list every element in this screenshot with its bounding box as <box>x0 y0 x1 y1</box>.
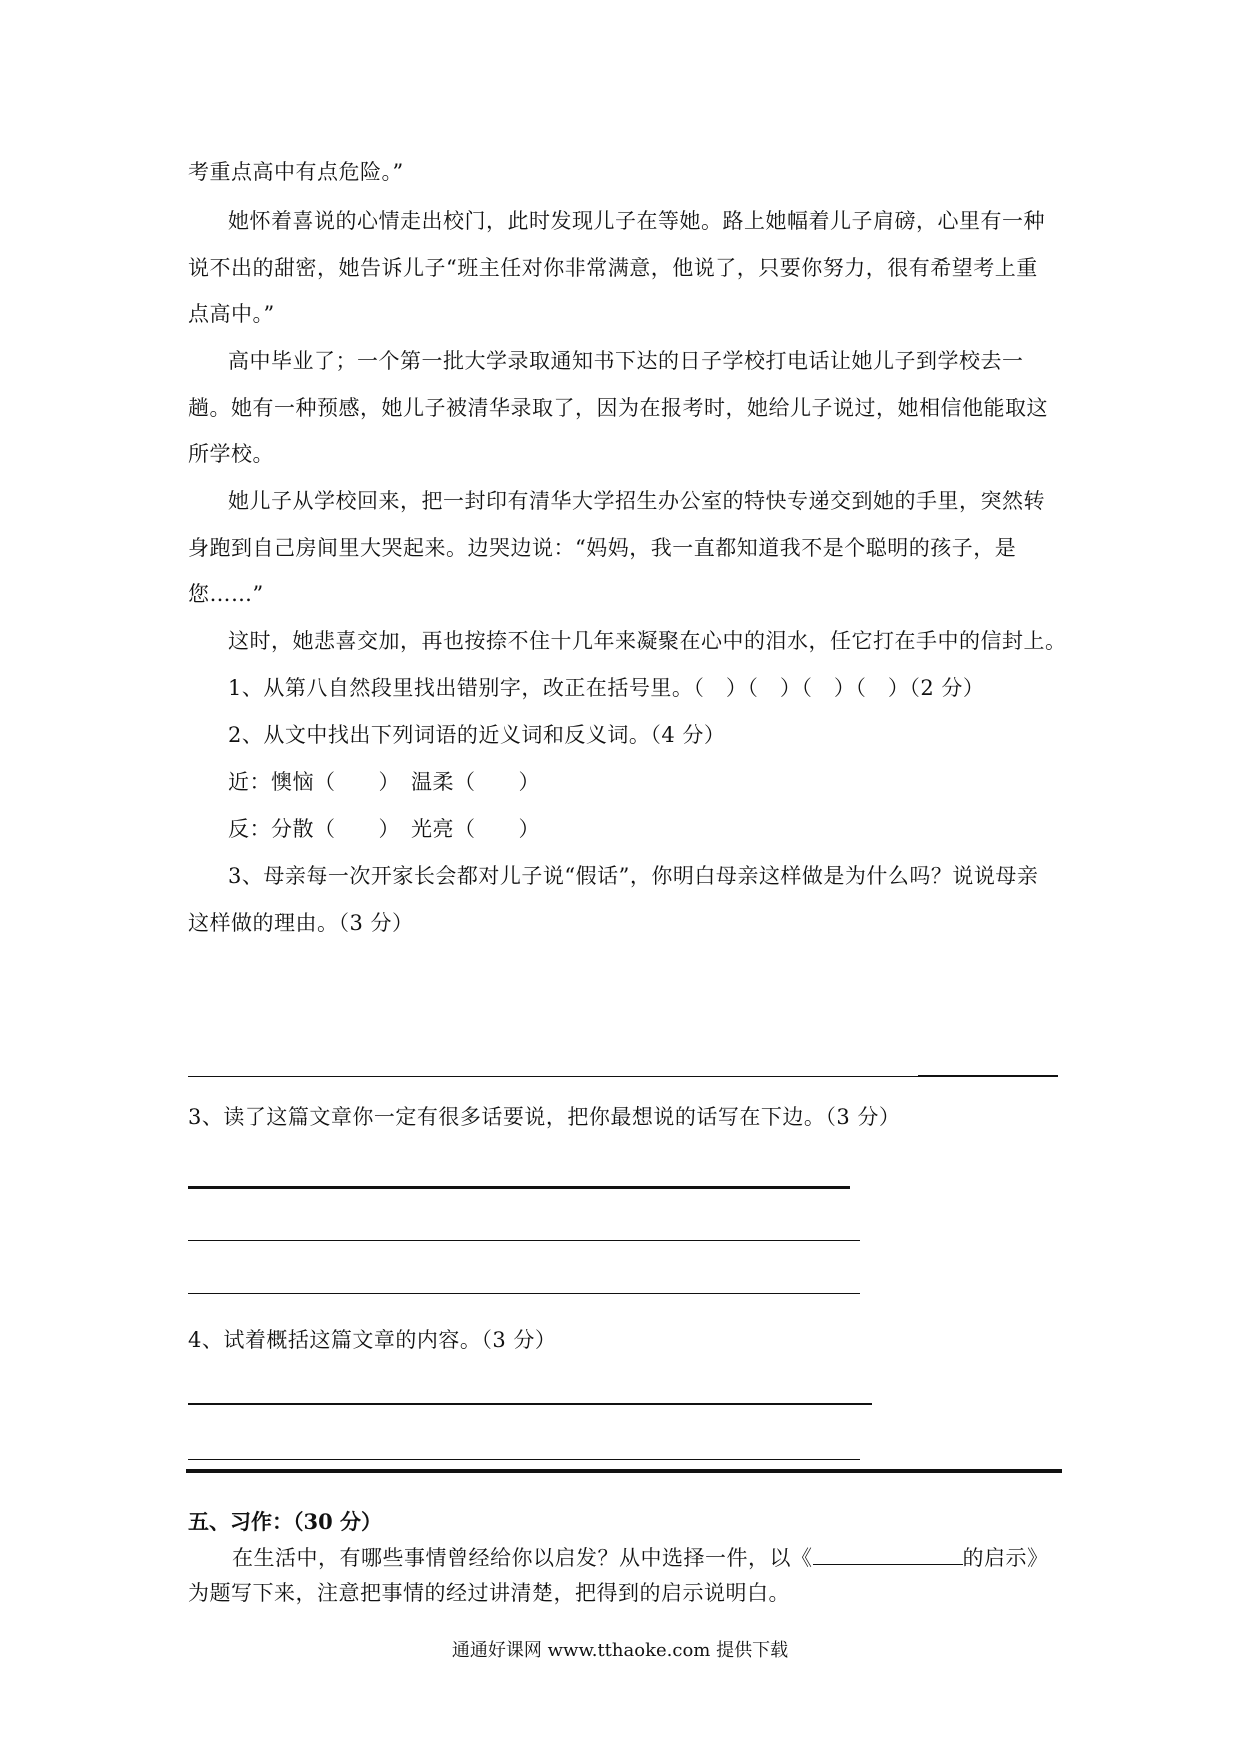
question-1: 1、从第八自然段里找出错别字，改正在括号里。（ ）（ ）（ ）（ ）（2 分） <box>228 676 985 700</box>
paragraph-10-line-1: 高中毕业了；一个第一批大学录取通知书下达的日子学校打电话让她儿子到学校去一 <box>228 349 1024 373</box>
paragraph-12: 这时，她悲喜交加，再也按捺不住十几年来凝聚在心中的泪水，任它打在手中的信封上。 <box>228 629 1067 653</box>
section-divider <box>186 1469 1062 1473</box>
question-2: 2、从文中找出下列词语的近义词和反义词。（4 分） <box>228 723 726 747</box>
answer-line-3b-3[interactable] <box>188 1293 860 1294</box>
passage-tail: 考重点高中有点危险。” <box>188 160 404 184</box>
paragraph-9-line-3: 点高中。” <box>188 302 275 326</box>
writing-prompt-start: 在生活中，有哪些事情曾经给你以启发？从中选择一件，以《 <box>232 1546 813 1570</box>
question-3a-line-1: 3、母亲每一次开家长会都对儿子说“假话”，你明白母亲这样做是为什么吗？说说母亲 <box>228 864 1039 888</box>
question-3a-line-2: 这样做的理由。（3 分） <box>188 911 414 935</box>
writing-prompt-line-1 <box>232 1542 1049 1573</box>
answer-line-4-1[interactable] <box>188 1403 872 1405</box>
paragraph-9-line-1: 她怀着喜说的心情走出校门，此时发现儿子在等她。路上她幅着儿子肩磅，心里有一种 <box>228 209 1045 233</box>
paragraph-10-line-3: 所学校。 <box>188 442 274 466</box>
title-blank[interactable] <box>813 1542 963 1565</box>
page-footer: 通通好课网 www.tthaoke.com 提供下载 <box>451 1640 789 1661</box>
answer-line-3b-2[interactable] <box>188 1240 860 1241</box>
paragraph-9-line-2: 说不出的甜密，她告诉儿子“班主任对你非常满意，他说了，只要你努力，很有希望考上重 <box>188 256 1038 280</box>
paragraph-11-line-3: 您……” <box>188 582 264 606</box>
paragraph-10-line-2: 趟。她有一种预感，她儿子被清华录取了，因为在报考时，她给儿子说过，她相信他能取这 <box>188 396 1048 420</box>
paragraph-11-line-2: 身跑到自己房间里大哭起来。边哭边说：“妈妈，我一直都知道我不是个聪明的孩子，是 <box>188 536 1017 560</box>
answer-line-3a-right <box>918 1075 1058 1077</box>
writing-prompt-line-2: 为题写下来，注意把事情的经过讲清楚，把得到的启示说明白。 <box>188 1581 790 1605</box>
paragraph-11-line-1: 她儿子从学校回来，把一封印有清华大学招生办公室的特快专递交到她的手里，突然转 <box>228 489 1045 513</box>
question-3b: 3、读了这篇文章你一定有很多话要说，把你最想说的话写在下边。（3 分） <box>188 1105 901 1129</box>
answer-line-3b-1[interactable] <box>188 1186 850 1189</box>
writing-section-heading: 五、习作：（30 分） <box>188 1509 383 1534</box>
writing-prompt-end: 的启示》 <box>962 1546 1049 1570</box>
question-2-synonyms: 近：懊恼（ ） 温柔（ ） <box>228 770 540 794</box>
question-2-antonyms: 反：分散（ ） 光亮（ ） <box>228 817 540 841</box>
question-4: 4、试着概括这篇文章的内容。（3 分） <box>188 1328 557 1352</box>
answer-line-4-2[interactable] <box>188 1459 860 1460</box>
